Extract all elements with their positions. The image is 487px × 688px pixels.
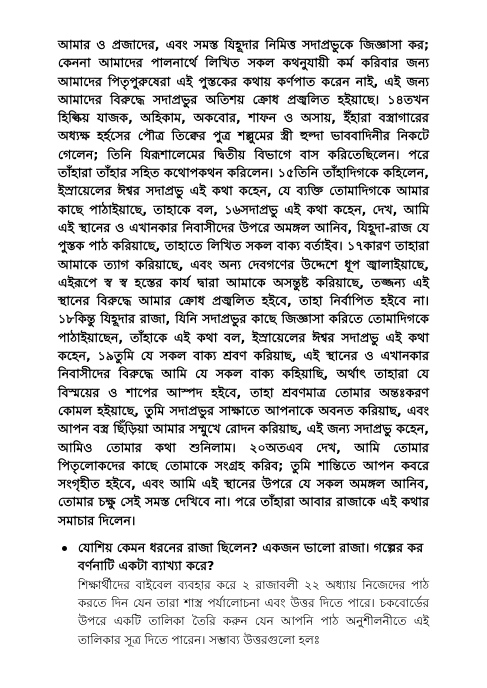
discussion-question: যোশিয় কেমন ধরনের রাজা ছিলেন? একজন ভালো রাজা। গল্পের কর বর্ণনাটি একটা ব্যাখ্যা করে? [78, 540, 424, 574]
bullet-icon [62, 546, 67, 551]
teacher-instructions: শিক্ষার্থীদের বাইবেল ব্যবহার করে ২ রাজাবলী ২২ অধ্যায় নিজেদের পাঠ করতে দিন যেন তারা শাস্ত্র পর্যালোচনা এবং উত্তর দিতে পারে। চকবোর্ডের উপরে একটি তালিকা তৈরি করুন যেন আপনি পাঠ অনুশীলনীতে এই তালিকার সূত্র দিতে পারেন। সম্ভাব্য উত্তরগুলো হলঃ [78, 577, 429, 647]
discussion-list-item [58, 539, 429, 649]
scripture-passage: আমার ও প্রজাদের, এবং সমস্ত যিহূদার নিমিত্ত সদাপ্রভুকে জিজ্ঞাসা কর; কেননা আমাদের পালনার্থে লিখিত সকল কথনুযায়ী কর্ম করিবার জন্য আমাদের পিতৃপুরুষেরা এই পুস্তকের কথায় কর্ণপাত করেন নাই, এই জন্য আমাদের বিরুদ্ধে সদাপ্রভুর অতিশয় ক্রোধ প্রজ্বলিত হইয়াছে। ১৪তখন হিল্কিয় যাজক, অহিকাম, অকবোর, শাফন ও অসায়, ইঁহারা বস্ত্রাগারের অধ্যক্ষ হর্হসের পৌত্র তিক্বের পুত্র শল্লুমের স্ত্রী হুল্দা ভাববাদিনীর নিকটে গেলেন; তিনি যিরূশালেমের দ্বিতীয় বিভাগে বাস করিতেছিলেন। পরে তাঁহারা তাঁহার সহিত কথোপকথন করিলেন। ১৫তিনি তাঁহাদিগকে কহিলেন, ইস্রায়েলের ঈশ্বর সদাপ্রভু এই কথা কহেন, যে ব্যক্তি তোমাদিগকে আমার কাছে পাঠাইয়াছে, তাহাকে বল, ১৬সদাপ্রভু এই কথা কহেন, দেখ, আমি এই স্থানের ও এখানকার নিবাসীদের উপরে অমঙ্গল আনিব, যিহূদা-রাজ যে পুস্তক পাঠ করিয়াছে, তাহাতে লিখিত সকল বাক্য বর্তাইব। ১৭কারণ তাহারা আমাকে ত্যাগ করিয়াছে, এবং অন্য দেবগণের উদ্দেশে ধূপ জ্বালাইয়াছে, এইরূপে স্ব স্ব হস্তের কার্য দ্বারা আমাকে অসন্তুষ্ট করিয়াছে, তজ্জন্য এই স্থানের বিরুদ্ধে আমার ক্রোধ প্রজ্বলিত হইবে, তাহা নির্বাপিত হইবে না। ১৮কিন্তু যিহূদার রাজা, যিনি সদাপ্রভুর কাছে জিজ্ঞাসা করিতে তোমাদিগকে পাঠাইয়াছেন, তাঁহাকে এই কথা বল, ইস্রায়েলের ঈশ্বর সদাপ্রভু এই কথা কহেন, ১৯তুমি যে সকল বাক্য শ্রবণ করিয়াছ, এই স্থানের ও এখানকার নিবাসীদের বিরুদ্ধে আমি যে সকল বাক্য কহিয়াছি, অর্থাৎ তাহারা যে বিস্ময়ের ও শাপের আস্পদ হইবে, তাহা শ্রবণমাত্র তোমার অন্তঃকরণ কোমল হইয়াছে, তুমি সদাপ্রভুর সাক্ষাতে আপনাকে অবনত করিয়াছ, এবং আপন বস্ত্র ছিঁড়িয়া আমার সম্মুখে রোদন করিয়াছ, এই জন্য সদাপ্রভু কহেন, আমিও তোমার কথা শুনিলাম। ২০অতএব দেখ, আমি তোমার পিতৃলোকদের কাছে তোমাকে সংগ্রহ করিব; তুমি শান্তিতে আপন কবরে সংগৃহীত হইবে, এবং আমি এই স্থানের উপরে যে সকল অমঙ্গল আনিব, তোমার চক্ষু সেই সমস্ত দেখিবে না। পরে তাঁহারা আবার রাজাকে এই কথার সমাচার দিলেন। [58, 37, 429, 528]
